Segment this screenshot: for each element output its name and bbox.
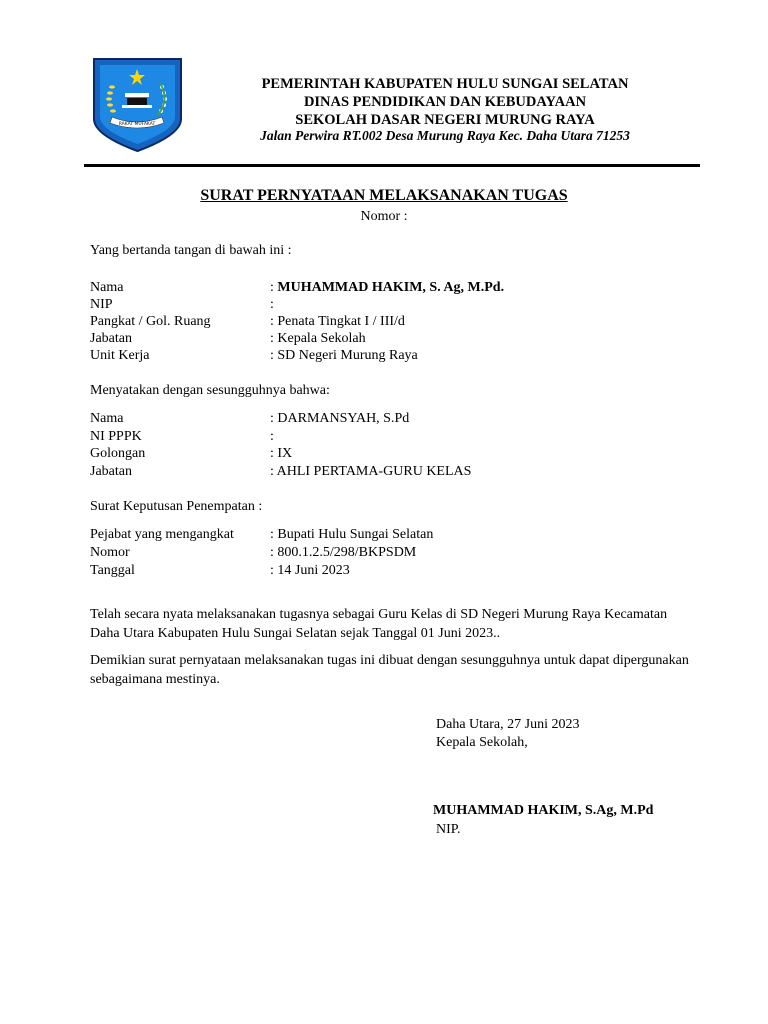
subject-position-label: Jabatan — [90, 464, 132, 479]
regency-coat-of-arms-icon — [92, 57, 183, 153]
signer-name-label: Nama — [90, 280, 124, 295]
signature-name: MUHAMMAD HAKIM, S.Ag, M.Pd — [433, 803, 654, 818]
signer-position-label: Jabatan — [90, 331, 132, 346]
signature-place-date: Daha Utara, 27 Juni 2023 — [436, 717, 580, 732]
subject-nipppk-label: NI PPPK — [90, 429, 142, 444]
decree-date-value: : 14 Juni 2023 — [270, 563, 350, 578]
paragraph-1: Telah secara nyata melaksanakan tugasnya sebagai Guru Kelas di SD Negeri Murung Raya Kecamatan Daha Utara Kabupaten Hulu Sungai Selatan sejak Tanggal 01 Juni 2023.. — [90, 607, 668, 641]
decree-number-label: Nomor — [90, 545, 130, 560]
signer-position-value: : Kepala Sekolah — [270, 331, 366, 346]
signer-rank-label: Pangkat / Gol. Ruang — [90, 314, 211, 329]
logo-text: RAKAT MUFAKAT — [118, 122, 156, 127]
intro-text: Yang bertanda tangan di bawah ini : — [90, 243, 292, 258]
subject-nipppk-value: : — [270, 429, 274, 444]
signer-unit-value: : SD Negeri Murung Raya — [270, 348, 418, 363]
header-line-2: DINAS PENDIDIKAN DAN KEBUDAYAAN — [303, 94, 587, 110]
header-address: Jalan Perwira RT.002 Desa Murung Raya Kec. Daha Utara 71253 — [260, 128, 630, 143]
letter-number: Nomor : — [360, 209, 408, 224]
header-line-3: SEKOLAH DASAR NEGERI MURUNG RAYA — [295, 112, 595, 128]
decree-intro: Surat Keputusan Penempatan : — [90, 499, 263, 514]
signer-name-bold: MUHAMMAD HAKIM, S. Ag, M.Pd. — [277, 280, 505, 295]
signature-position: Kepala Sekolah, — [436, 735, 528, 750]
decree-number-value: : 800.1.2.5/298/BKPSDM — [270, 545, 417, 560]
paragraph-2: Demikian surat pernyataan melaksanakan tugas ini dibuat dengan sesungguhnya untuk dapat dipergunakan sebagaimana mestinya. — [90, 653, 689, 687]
subject-name-value: : DARMANSYAH, S.Pd — [270, 411, 410, 426]
statement-intro: Menyatakan dengan sesungguhnya bahwa: — [90, 383, 330, 398]
subject-position-value: : AHLI PERTAMA-GURU KELAS — [270, 464, 472, 479]
subject-grade-value: : IX — [270, 446, 293, 461]
signer-name-value: : MUHAMMAD HAKIM, S. Ag, M.Pd. — [270, 280, 505, 295]
signature-nip: NIP. — [436, 822, 461, 837]
decree-official-label: Pejabat yang mengangkat — [90, 527, 234, 542]
signer-nip-label: NIP — [90, 297, 113, 312]
signer-nip-value: : — [270, 297, 274, 312]
signer-rank-value: : Penata Tingkat I / III/d — [270, 314, 405, 329]
decree-official-value: : Bupati Hulu Sungai Selatan — [270, 527, 434, 542]
header-line-1: PEMERINTAH KABUPATEN HULU SUNGAI SELATAN — [261, 76, 629, 92]
subject-grade-label: Golongan — [90, 446, 146, 461]
header-divider — [84, 164, 700, 167]
signer-unit-label: Unit Kerja — [90, 348, 150, 363]
decree-date-label: Tanggal — [90, 563, 135, 578]
subject-name-label: Nama — [90, 411, 124, 426]
letter-title: SURAT PERNYATAAN MELAKSANAKAN TUGAS — [200, 187, 568, 204]
